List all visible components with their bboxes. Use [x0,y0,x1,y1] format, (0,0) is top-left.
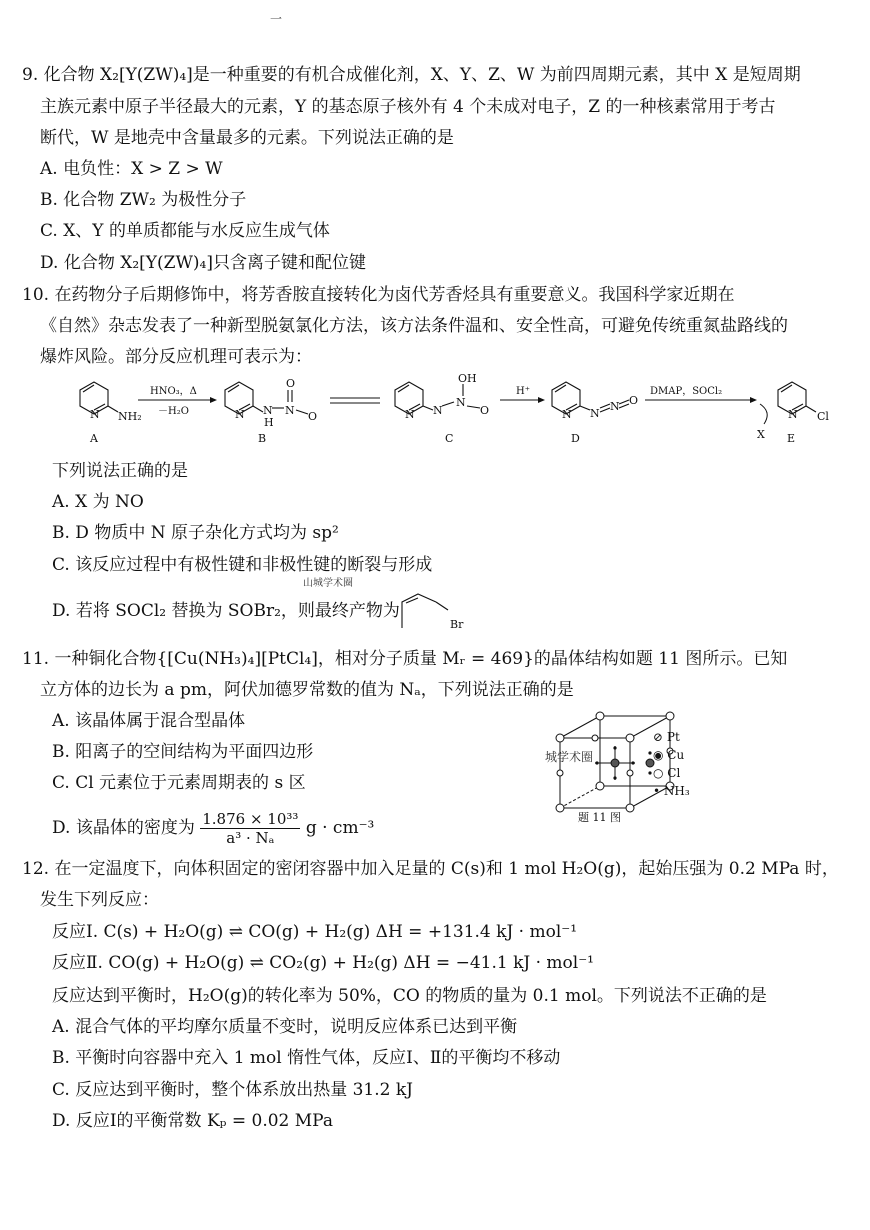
compound-b-n2: N [285,404,295,417]
q10-option-b: B. D 物质中 N 原子杂化方式均为 sp² [52,523,339,543]
reagent-1: HNO₃，Δ [150,386,197,397]
label-b: B [258,432,267,445]
watermark-2: 城学术圈 [545,750,594,764]
compound-e-n: N [788,408,798,421]
density-numerator: 1.876 × 10³³ [202,810,299,828]
label-a: A [90,432,98,445]
compound-c-o: O [480,404,490,417]
q12-reaction-1: 反应Ⅰ. C(s) + H₂O(g) ⇌ CO(g) + H₂(g) ΔH = +131.4 kJ · mol⁻¹ [52,922,578,942]
compound-e-cl: Cl [817,410,829,423]
q9-option-d: D. 化合物 X₂[Y(ZW)₄]只含离子键和配位键 [40,253,367,273]
compound-c-oh: OH [458,372,477,385]
bromopyridine-structure [396,588,466,630]
q11-stem-line1: 11. 一种铜化合物{[Cu(NH₃)₄][PtCl₄]，相对分子质量 Mᵣ = 469}的晶体结构如题 11 图所示。已知 [22,649,788,669]
byproduct-arrow [760,404,767,424]
compound-c-n: N [433,404,443,417]
q12-option-a: A. 混合气体的平均摩尔质量不变时，说明反应体系已达到平衡 [52,1017,518,1037]
q11-option-c: C. Cl 元素位于元素周期表的 s 区 [52,773,306,793]
arrow-3-head [750,397,757,403]
q12-option-b: B. 平衡时向容器中充入 1 mol 惰性气体，反应Ⅰ、Ⅱ的平衡均不移动 [52,1048,561,1068]
q10-option-c: C. 该反应过程中有极性键和非极性键的断裂与形成 [52,555,433,575]
q9-stem-line2: 主族元素中原子半径最大的元素，Y 的基态原子核外有 4 个未成对电子，Z 的一种核素常用于考古 [40,97,776,117]
compound-b-h: H [264,416,274,429]
q9-option-b: B. 化合物 ZW₂ 为极性分子 [40,190,247,210]
crystal-legend [653,728,690,800]
q11-option-d-prefix: D. 该晶体的密度为 [52,818,195,838]
density-unit: g · cm⁻³ [305,818,375,838]
compound-d-o: O [629,394,639,407]
q12-option-d: D. 反应Ⅰ的平衡常数 Kₚ = 0.02 MPa [52,1111,333,1131]
legend-cl: ○ Cl [653,766,681,780]
header-mark: 一 [270,12,283,26]
q11-stem-line2: 立方体的边长为 a pm，阿伏加德罗常数的值为 Nₐ，下列说法正确的是 [40,680,574,700]
q9-option-c: C. X、Y 的单质都能与水反应生成气体 [40,221,330,241]
figure-caption: 题 11 图 [578,811,621,824]
compound-b-n-ring: N [235,408,245,421]
compound-d-n: N [590,407,600,420]
label-e: E [787,432,796,445]
q12-stem-line2: 发生下列反应： [40,890,159,910]
legend-cu-label: Cu [667,748,685,762]
compound-d-n-ring: N [562,408,572,421]
arrow-2-head [538,397,545,403]
q9-stem-line1: 9. 化合物 X₂[Y(ZW)₄]是一种重要的有机合成催化剂，X、Y、Z、W 为前四周期元素，其中 X 是短周期 [22,65,801,85]
q11-option-b: B. 阳离子的空间结构为平面四边形 [52,742,314,762]
q12-option-c: C. 反应达到平衡时，整个体系放出热量 31.2 kJ [52,1080,413,1100]
reagent-3: DMAP，SOCl₂ [650,386,723,397]
bromo-label: Br [450,618,464,630]
compound-a-nh2: NH₂ [118,410,142,423]
q12-reaction-2: 反应Ⅱ. CO(g) + H₂O(g) ⇌ CO₂(g) + H₂(g) ΔH = −41.1 kJ · mol⁻¹ [52,953,594,973]
q10-stem-line2: 《自然》杂志发表了一种新型脱氨氯化方法，该方法条件温和、安全性高，可避免传统重氮盐路线的 [40,316,788,336]
compound-b-o1: O [286,377,296,390]
q10-stem-line3: 爆炸风险。部分反应机理可表示为： [40,347,312,367]
label-d: D [571,432,580,445]
reaction-mechanism-scheme [60,372,840,452]
compound-b-n: N [263,404,273,417]
reagent-1b: －H₂O [158,406,189,417]
q10-option-a: A. X 为 NO [52,492,144,512]
q10-stem-line1: 10. 在药物分子后期修饰中，将芳香胺直接转化为卤代芳香烃具有重要意义。我国科学家近期在 [22,285,735,305]
q10-prompt: 下列说法正确的是 [52,461,188,481]
density-denominator: a³ · Nₐ [226,829,275,847]
arrow-1-head [210,397,217,403]
compound-b-o2: O [308,410,318,423]
compound-a-n: N [90,408,100,421]
q9-option-a: A. 电负性：X > Z > W [40,159,223,179]
compound-c-n2: N [456,396,466,409]
density-fraction [200,810,300,847]
byproduct-x: X [757,428,765,441]
q11-option-d [52,808,374,848]
legend-cu: ◉ Cu [653,748,685,762]
q12-stem-line3: 反应达到平衡时，H₂O(g)的转化率为 50%，CO 的物质的量为 0.1 mol。下列说法不正确的是 [52,986,767,1006]
legend-nh3: • NH₃ [653,784,690,798]
legend-pt: ⊘ Pt [653,730,680,744]
q11-option-a: A. 该晶体属于混合型晶体 [52,711,246,731]
reagent-2: H⁺ [516,386,530,397]
compound-d-n2: N [610,400,620,413]
legend-nh3-label: NH₃ [663,784,690,798]
compound-c-n-ring: N [405,408,415,421]
watermark-1: 山城学术圈 [303,578,353,589]
q12-stem-line1: 12. 在一定温度下，向体积固定的密闭容器中加入足量的 C(s)和 1 mol H₂O(g)，起始压强为 0.2 MPa 时， [22,859,839,879]
q9-stem-line3: 断代，W 是地壳中含量最多的元素。下列说法正确的是 [40,128,454,148]
legend-pt-label: Pt [666,730,680,744]
legend-cl-label: Cl [667,766,681,780]
label-c: C [445,432,454,445]
q10-option-d: D. 若将 SOCl₂ 替换为 SOBr₂，则最终产物为 [52,601,400,621]
